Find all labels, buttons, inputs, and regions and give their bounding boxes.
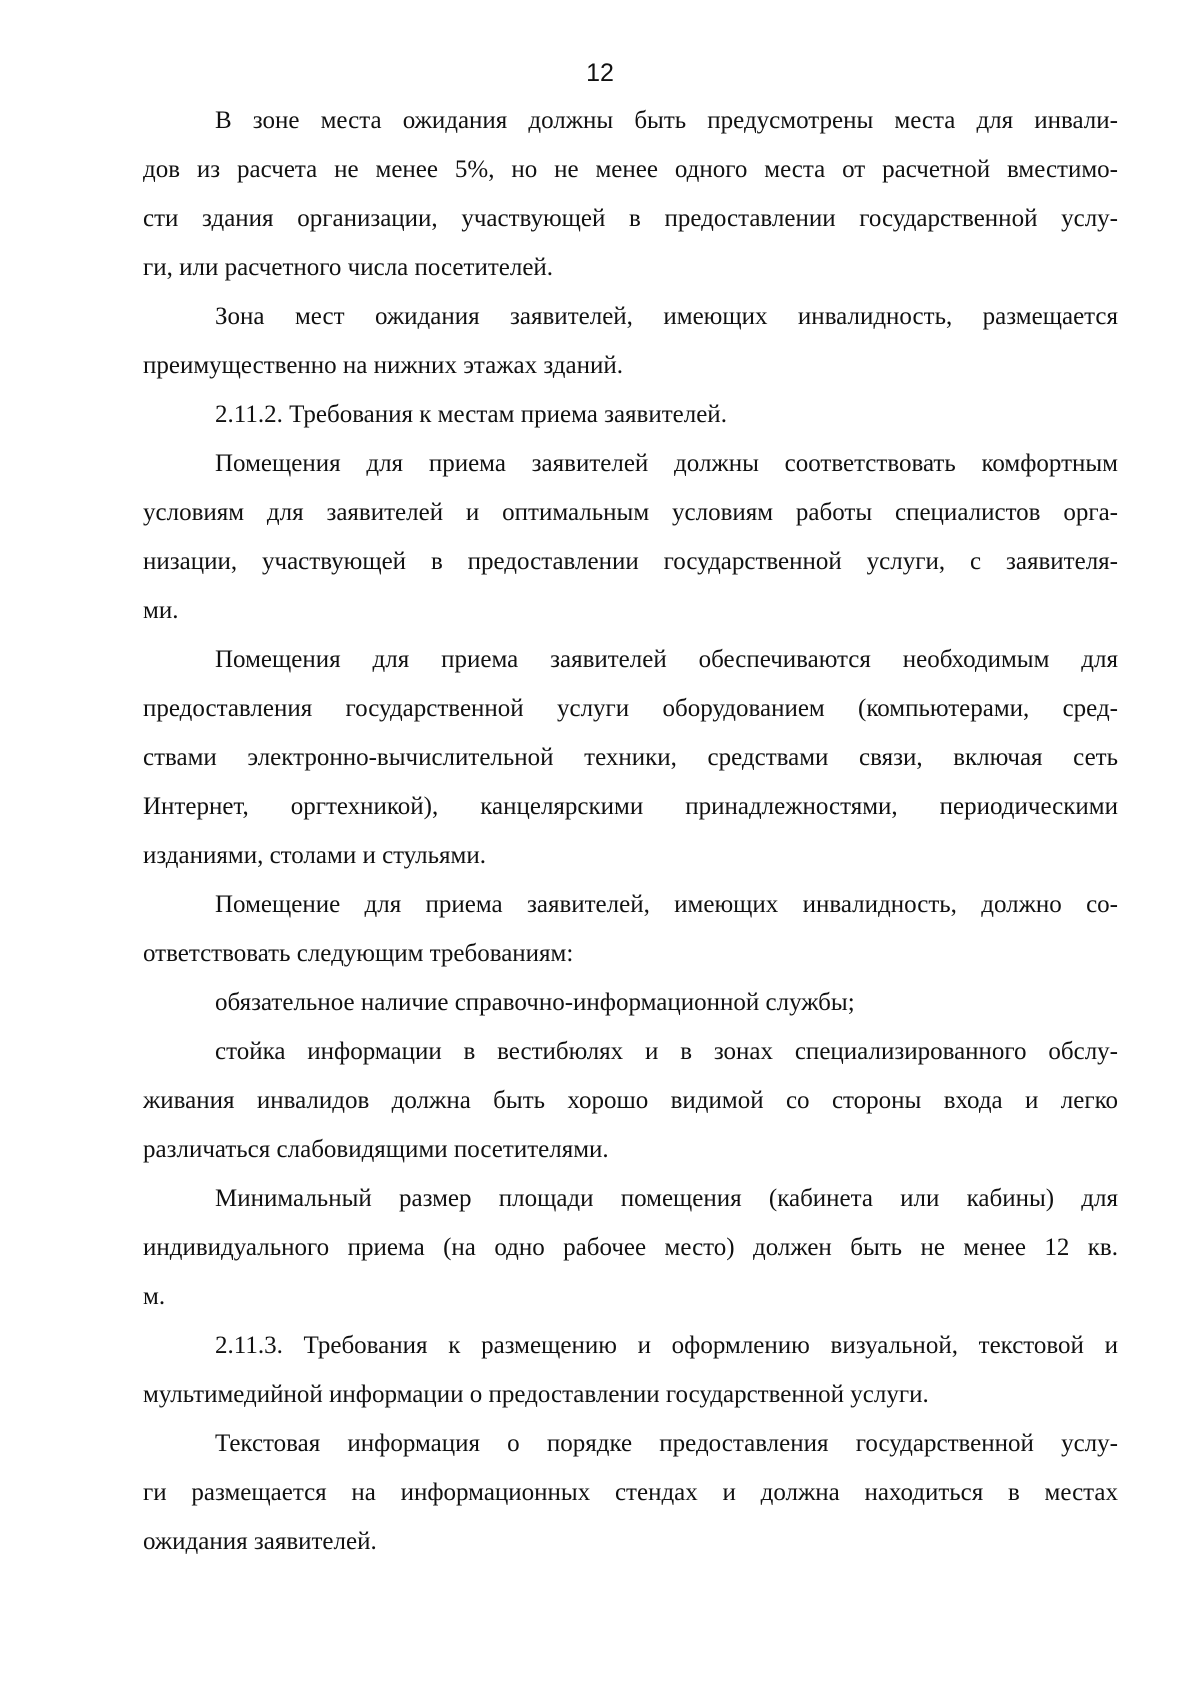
text-line: Помещения для приема заявителей должны соответствовать комфортным	[215, 450, 1118, 477]
paragraph-reception-comfort	[143, 439, 1118, 635]
paragraph-minimum-area	[143, 1174, 1118, 1321]
text-line: ми.	[143, 597, 179, 624]
text-line: ги размещается на информационных стендах и должна находиться в местах	[143, 1479, 1118, 1506]
text-line: преимущественно на нижних этажах зданий.	[143, 352, 623, 379]
paragraph-text-information	[143, 1419, 1118, 1566]
text-line: мультимедийной информации о предоставлении государственной услуги.	[143, 1381, 929, 1408]
text-line: Помещение для приема заявителей, имеющих инвалидность, должно со-	[215, 891, 1118, 918]
document-body	[143, 96, 1118, 1566]
text-line: Интернет, оргтехникой), канцелярскими принадлежностями, периодическими	[143, 793, 1118, 820]
text-line: ствами электронно-вычислительной техники, средствами связи, включая сеть	[143, 744, 1118, 771]
section-heading-2-11-3	[143, 1321, 1118, 1419]
text-line: 2.11.2. Требования к местам приема заявителей.	[215, 401, 727, 428]
text-line: 2.11.3. Требования к размещению и оформлению визуальной, текстовой и	[215, 1332, 1118, 1359]
text-line: дов из расчета не менее 5%, но не менее одного места от расчетной вместимо-	[143, 156, 1118, 183]
paragraph-waiting-zone	[143, 292, 1118, 390]
text-line: индивидуального приема (на одно рабочее место) должен быть не менее 12 кв.	[143, 1234, 1118, 1261]
text-line: обязательное наличие справочно-информационной службы;	[215, 989, 855, 1016]
text-line: живания инвалидов должна быть хорошо видимой со стороны входа и легко	[143, 1087, 1118, 1114]
text-line: стойка информации в вестибюлях и в зонах специализированного обслу-	[215, 1038, 1118, 1065]
text-line: различаться слабовидящими посетителями.	[143, 1136, 609, 1163]
paragraph-reception-equipment	[143, 635, 1118, 880]
text-line: Помещения для приема заявителей обеспечиваются необходимым для	[215, 646, 1118, 673]
section-heading-2-11-2	[143, 390, 1118, 439]
list-item-info-service	[143, 978, 1118, 1027]
paragraph-disabled-seats	[143, 96, 1118, 292]
text-line: м.	[143, 1283, 166, 1310]
text-line: условиям для заявителей и оптимальным условиям работы специалистов орга-	[143, 499, 1118, 526]
text-line: Текстовая информация о порядке предоставления государственной услу-	[215, 1430, 1118, 1457]
list-item-info-desk	[143, 1027, 1118, 1174]
text-line: ожидания заявителей.	[143, 1528, 377, 1555]
text-line: ответствовать следующим требованиям:	[143, 940, 574, 967]
text-line: В зоне места ожидания должны быть предусмотрены места для инвали-	[215, 107, 1118, 134]
text-line: изданиями, столами и стульями.	[143, 842, 487, 869]
text-line: Зона мест ожидания заявителей, имеющих инвалидность, размещается	[215, 303, 1118, 330]
paragraph-disabled-room-requirements	[143, 880, 1118, 978]
text-line: сти здания организации, участвующей в предоставлении государственной услу-	[143, 205, 1118, 232]
text-line: предоставления государственной услуги оборудованием (компьютерами, сред-	[143, 695, 1118, 722]
text-line: низации, участвующей в предоставлении государственной услуги, с заявителя-	[143, 548, 1118, 575]
page-number: 12	[586, 59, 614, 87]
text-line: ги, или расчетного числа посетителей.	[143, 254, 554, 281]
text-line: Минимальный размер площади помещения (кабинета или кабины) для	[215, 1185, 1118, 1212]
